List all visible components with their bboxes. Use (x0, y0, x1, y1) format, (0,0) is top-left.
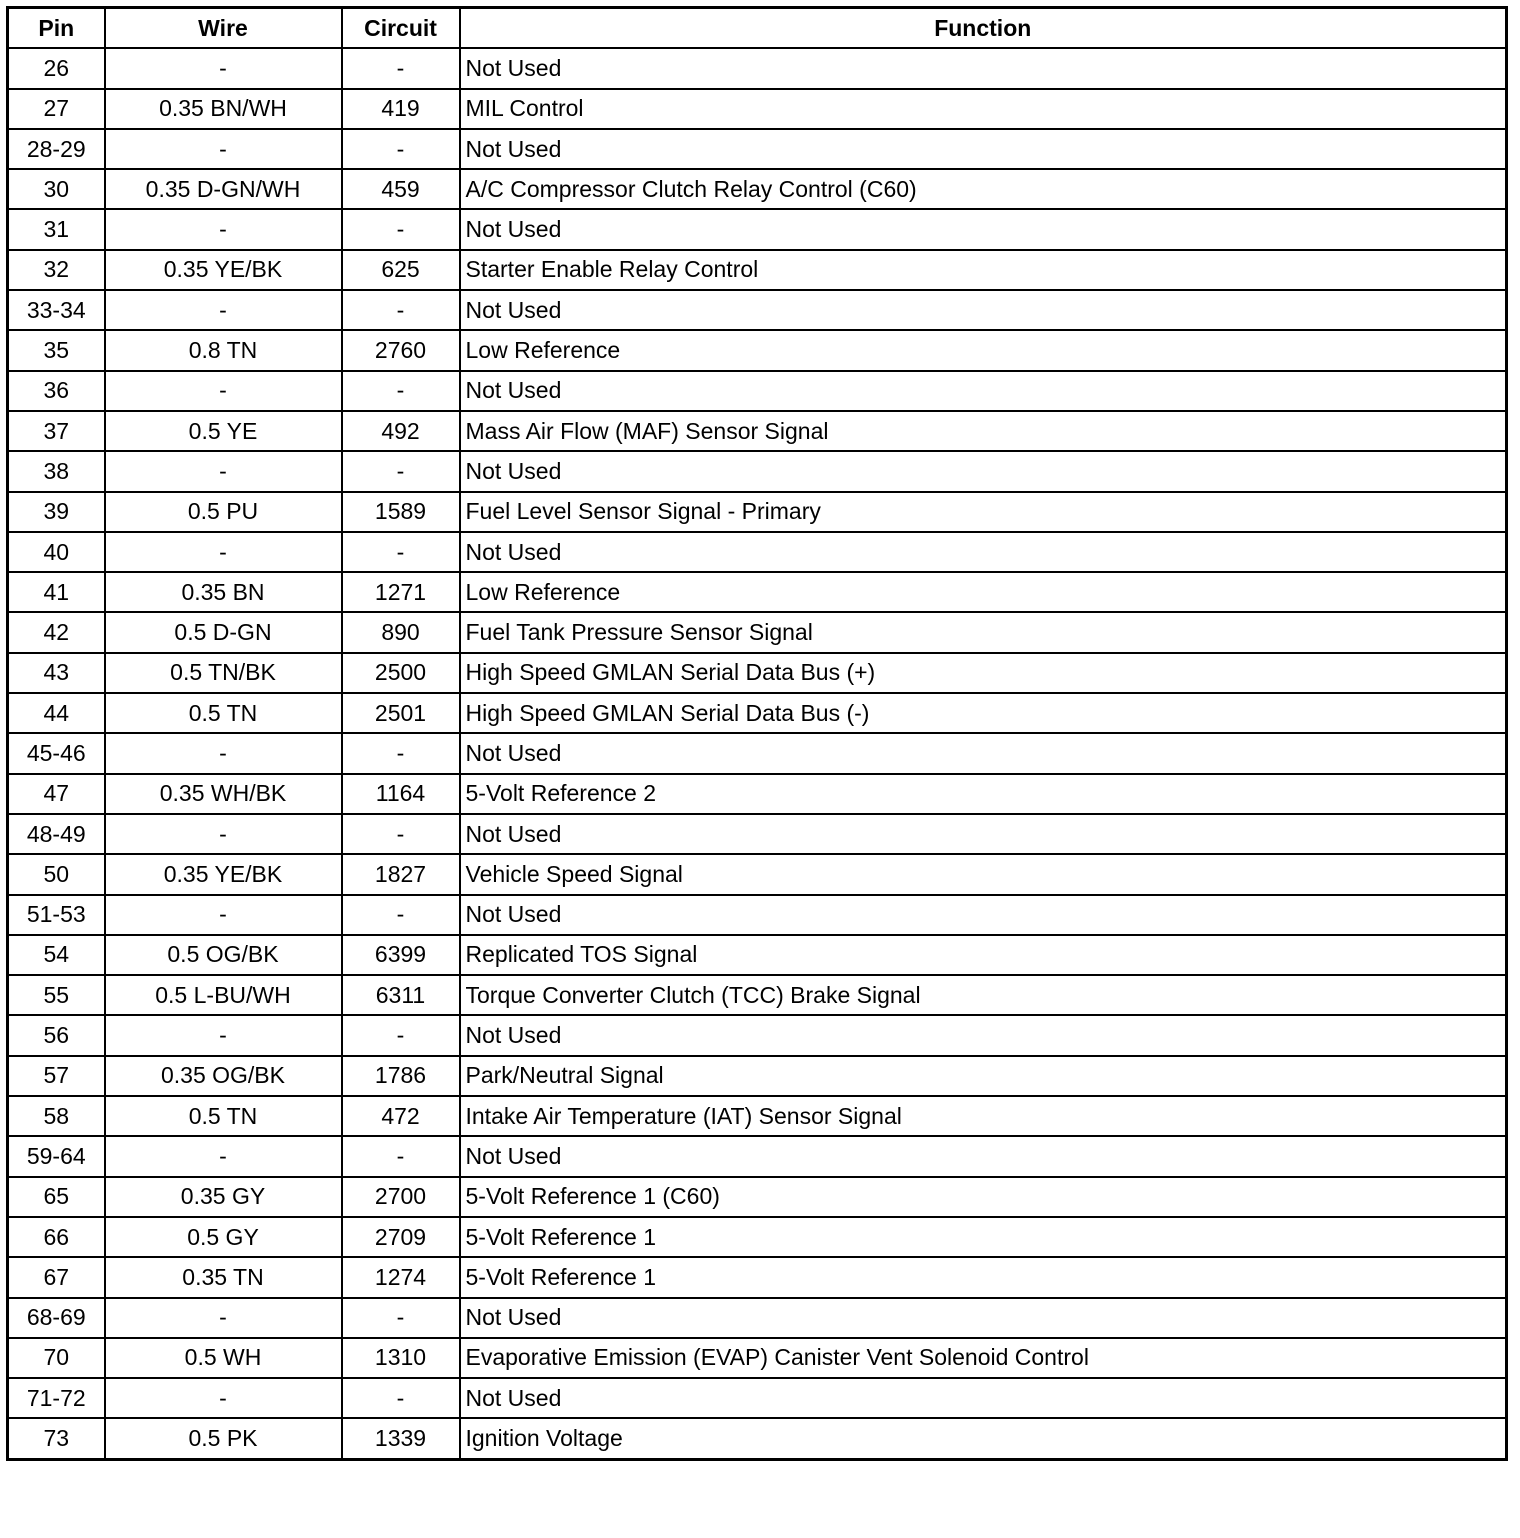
cell-function: Replicated TOS Signal (460, 935, 1507, 975)
cell-pin: 36 (8, 371, 105, 411)
cell-circuit: - (342, 1378, 460, 1418)
table-row (8, 48, 1507, 88)
cell-pin: 71-72 (8, 1378, 105, 1418)
table-row (8, 733, 1507, 773)
table-body (8, 48, 1507, 1459)
cell-circuit: 1310 (342, 1338, 460, 1378)
cell-pin: 65 (8, 1177, 105, 1217)
cell-wire: 0.35 YE/BK (105, 854, 342, 894)
table-row (8, 774, 1507, 814)
table-row (8, 371, 1507, 411)
cell-wire: - (105, 48, 342, 88)
cell-pin: 35 (8, 330, 105, 370)
cell-circuit: 1274 (342, 1257, 460, 1297)
table-row (8, 169, 1507, 209)
cell-wire: - (105, 532, 342, 572)
cell-function: Not Used (460, 209, 1507, 249)
cell-circuit: - (342, 209, 460, 249)
cell-pin: 33-34 (8, 290, 105, 330)
table-row (8, 1217, 1507, 1257)
cell-function: Not Used (460, 814, 1507, 854)
cell-circuit: - (342, 733, 460, 773)
cell-pin: 66 (8, 1217, 105, 1257)
cell-function: A/C Compressor Clutch Relay Control (C60) (460, 169, 1507, 209)
cell-function: Not Used (460, 733, 1507, 773)
cell-pin: 44 (8, 693, 105, 733)
cell-function: Not Used (460, 371, 1507, 411)
cell-circuit: - (342, 814, 460, 854)
cell-pin: 57 (8, 1056, 105, 1096)
cell-wire: 0.35 D-GN/WH (105, 169, 342, 209)
table-row (8, 1177, 1507, 1217)
cell-function: Not Used (460, 451, 1507, 491)
cell-circuit: 2500 (342, 653, 460, 693)
cell-function: Vehicle Speed Signal (460, 854, 1507, 894)
cell-wire: 0.5 PK (105, 1418, 342, 1459)
table-row (8, 1298, 1507, 1338)
cell-circuit: 6399 (342, 935, 460, 975)
cell-pin: 37 (8, 411, 105, 451)
table-row (8, 451, 1507, 491)
table-row (8, 1378, 1507, 1418)
cell-wire: - (105, 1015, 342, 1055)
cell-pin: 38 (8, 451, 105, 491)
table-row (8, 854, 1507, 894)
cell-pin: 42 (8, 612, 105, 652)
cell-circuit: 2501 (342, 693, 460, 733)
cell-circuit: 890 (342, 612, 460, 652)
cell-pin: 45-46 (8, 733, 105, 773)
cell-circuit: 1827 (342, 854, 460, 894)
cell-circuit: - (342, 48, 460, 88)
cell-circuit: 625 (342, 250, 460, 290)
cell-pin: 43 (8, 653, 105, 693)
cell-wire: 0.35 BN (105, 572, 342, 612)
table-row (8, 572, 1507, 612)
cell-pin: 58 (8, 1096, 105, 1136)
cell-wire: - (105, 129, 342, 169)
table-row (8, 209, 1507, 249)
cell-wire: 0.35 YE/BK (105, 250, 342, 290)
cell-pin: 26 (8, 48, 105, 88)
cell-wire: - (105, 1136, 342, 1176)
cell-function: High Speed GMLAN Serial Data Bus (-) (460, 693, 1507, 733)
table-row (8, 653, 1507, 693)
cell-wire: 0.5 L-BU/WH (105, 975, 342, 1015)
cell-wire: - (105, 209, 342, 249)
cell-wire: - (105, 451, 342, 491)
cell-function: MIL Control (460, 89, 1507, 129)
table-row (8, 1096, 1507, 1136)
cell-function: Evaporative Emission (EVAP) Canister Vent Solenoid Control (460, 1338, 1507, 1378)
table-row (8, 89, 1507, 129)
cell-function: Ignition Voltage (460, 1418, 1507, 1459)
cell-pin: 41 (8, 572, 105, 612)
table-row (8, 693, 1507, 733)
table-row (8, 1418, 1507, 1459)
table-row (8, 612, 1507, 652)
cell-pin: 47 (8, 774, 105, 814)
connector-pinout-table (6, 6, 1508, 1461)
cell-circuit: 472 (342, 1096, 460, 1136)
cell-wire: 0.35 GY (105, 1177, 342, 1217)
cell-pin: 32 (8, 250, 105, 290)
header-circuit: Circuit (342, 8, 460, 49)
cell-wire: 0.5 TN/BK (105, 653, 342, 693)
cell-pin: 51-53 (8, 895, 105, 935)
cell-function: Intake Air Temperature (IAT) Sensor Signal (460, 1096, 1507, 1136)
cell-wire: 0.5 GY (105, 1217, 342, 1257)
cell-circuit: - (342, 451, 460, 491)
cell-pin: 27 (8, 89, 105, 129)
cell-pin: 70 (8, 1338, 105, 1378)
table-row (8, 250, 1507, 290)
cell-wire: 0.5 TN (105, 1096, 342, 1136)
cell-function: Fuel Tank Pressure Sensor Signal (460, 612, 1507, 652)
cell-function: Park/Neutral Signal (460, 1056, 1507, 1096)
cell-wire: - (105, 733, 342, 773)
cell-circuit: 459 (342, 169, 460, 209)
cell-pin: 39 (8, 492, 105, 532)
cell-wire: 0.35 OG/BK (105, 1056, 342, 1096)
cell-circuit: 492 (342, 411, 460, 451)
cell-wire: - (105, 371, 342, 411)
header-function: Function (460, 8, 1507, 49)
cell-pin: 73 (8, 1418, 105, 1459)
cell-pin: 31 (8, 209, 105, 249)
cell-wire: - (105, 814, 342, 854)
cell-function: Not Used (460, 1298, 1507, 1338)
cell-circuit: 2709 (342, 1217, 460, 1257)
cell-wire: 0.5 PU (105, 492, 342, 532)
cell-function: High Speed GMLAN Serial Data Bus (+) (460, 653, 1507, 693)
cell-circuit: - (342, 1298, 460, 1338)
cell-pin: 59-64 (8, 1136, 105, 1176)
cell-pin: 67 (8, 1257, 105, 1297)
cell-wire: 0.8 TN (105, 330, 342, 370)
cell-circuit: 1786 (342, 1056, 460, 1096)
cell-function: Fuel Level Sensor Signal - Primary (460, 492, 1507, 532)
table-header-row (8, 8, 1507, 49)
table-row (8, 129, 1507, 169)
cell-function: Not Used (460, 290, 1507, 330)
cell-wire: - (105, 1298, 342, 1338)
table-row (8, 1338, 1507, 1378)
cell-wire: - (105, 290, 342, 330)
cell-pin: 56 (8, 1015, 105, 1055)
cell-function: Not Used (460, 1378, 1507, 1418)
cell-circuit: 2760 (342, 330, 460, 370)
header-wire: Wire (105, 8, 342, 49)
cell-wire: - (105, 1378, 342, 1418)
cell-pin: 48-49 (8, 814, 105, 854)
cell-circuit: 1164 (342, 774, 460, 814)
table-row (8, 814, 1507, 854)
cell-function: 5-Volt Reference 2 (460, 774, 1507, 814)
cell-function: Not Used (460, 895, 1507, 935)
header-pin: Pin (8, 8, 105, 49)
cell-pin: 40 (8, 532, 105, 572)
cell-circuit: - (342, 532, 460, 572)
cell-function: Not Used (460, 532, 1507, 572)
table-row (8, 532, 1507, 572)
table-row (8, 935, 1507, 975)
table-row (8, 895, 1507, 935)
cell-pin: 30 (8, 169, 105, 209)
cell-pin: 50 (8, 854, 105, 894)
cell-wire: 0.35 BN/WH (105, 89, 342, 129)
cell-circuit: 1339 (342, 1418, 460, 1459)
cell-circuit: - (342, 1136, 460, 1176)
cell-pin: 68-69 (8, 1298, 105, 1338)
cell-pin: 55 (8, 975, 105, 1015)
cell-circuit: 6311 (342, 975, 460, 1015)
cell-function: Not Used (460, 48, 1507, 88)
cell-function: Mass Air Flow (MAF) Sensor Signal (460, 411, 1507, 451)
table-row (8, 290, 1507, 330)
cell-circuit: - (342, 895, 460, 935)
cell-function: Torque Converter Clutch (TCC) Brake Signal (460, 975, 1507, 1015)
cell-wire: 0.35 WH/BK (105, 774, 342, 814)
table-row (8, 1056, 1507, 1096)
cell-circuit: - (342, 290, 460, 330)
table-row (8, 411, 1507, 451)
cell-circuit: - (342, 129, 460, 169)
cell-function: 5-Volt Reference 1 (460, 1217, 1507, 1257)
cell-circuit: 1589 (342, 492, 460, 532)
cell-function: Not Used (460, 1015, 1507, 1055)
cell-circuit: - (342, 1015, 460, 1055)
cell-pin: 54 (8, 935, 105, 975)
cell-function: Not Used (460, 1136, 1507, 1176)
table-row (8, 492, 1507, 532)
cell-wire: 0.5 WH (105, 1338, 342, 1378)
table-row (8, 975, 1507, 1015)
cell-circuit: 1271 (342, 572, 460, 612)
cell-wire: 0.35 TN (105, 1257, 342, 1297)
cell-circuit: - (342, 371, 460, 411)
cell-pin: 28-29 (8, 129, 105, 169)
table-row (8, 1136, 1507, 1176)
cell-wire: 0.5 YE (105, 411, 342, 451)
cell-circuit: 419 (342, 89, 460, 129)
cell-function: Low Reference (460, 330, 1507, 370)
cell-wire: 0.5 TN (105, 693, 342, 733)
cell-function: 5-Volt Reference 1 (460, 1257, 1507, 1297)
table-row (8, 330, 1507, 370)
cell-wire: 0.5 OG/BK (105, 935, 342, 975)
table-row (8, 1257, 1507, 1297)
table-row (8, 1015, 1507, 1055)
cell-wire: 0.5 D-GN (105, 612, 342, 652)
cell-function: Low Reference (460, 572, 1507, 612)
cell-function: Starter Enable Relay Control (460, 250, 1507, 290)
cell-wire: - (105, 895, 342, 935)
cell-function: Not Used (460, 129, 1507, 169)
cell-circuit: 2700 (342, 1177, 460, 1217)
cell-function: 5-Volt Reference 1 (C60) (460, 1177, 1507, 1217)
